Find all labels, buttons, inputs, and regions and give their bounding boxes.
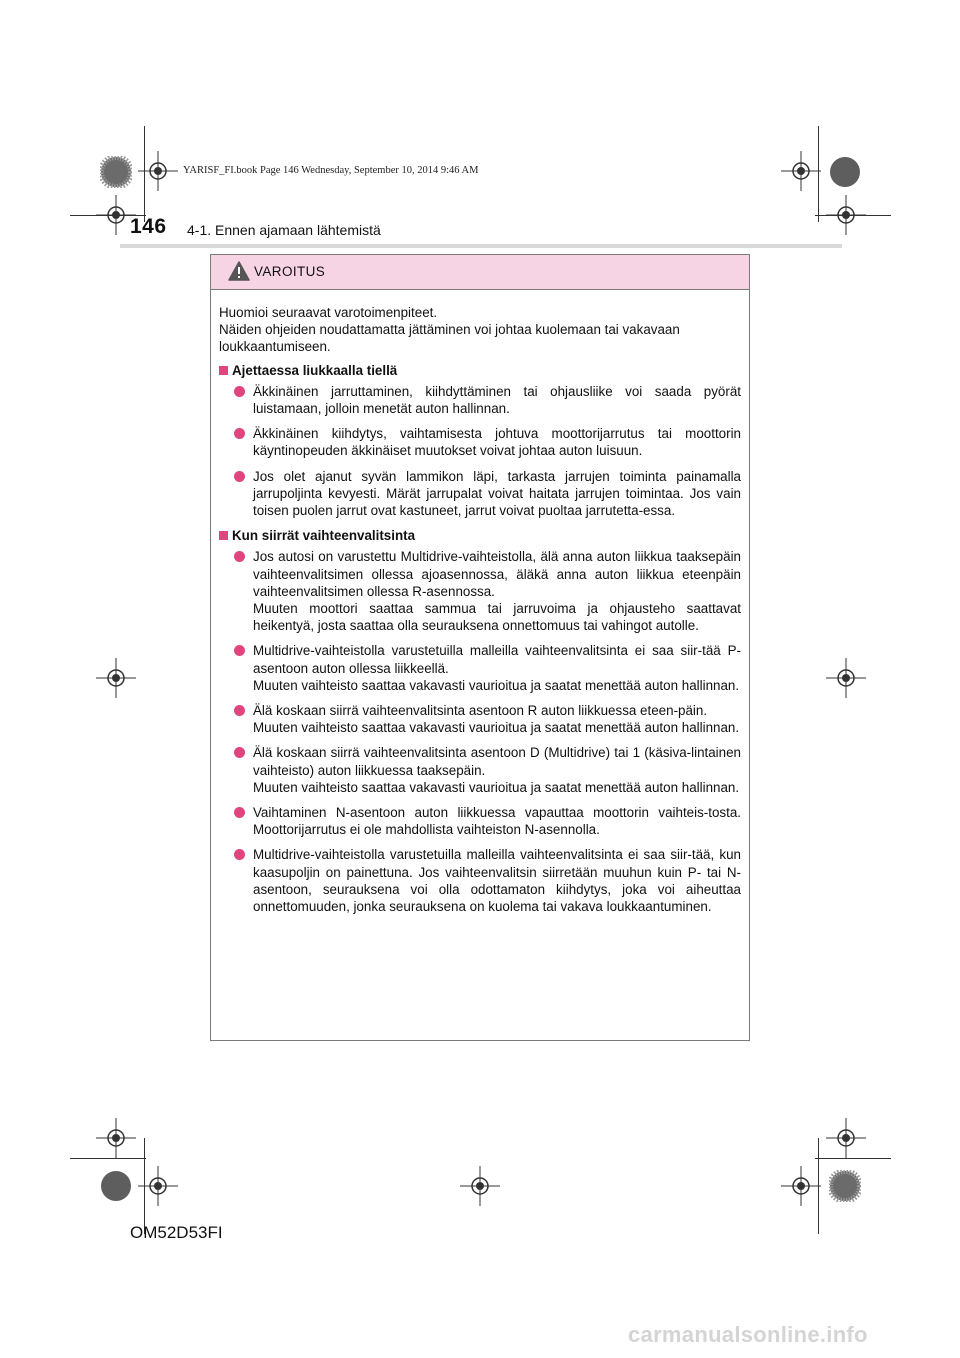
registration-mark-icon (781, 1166, 821, 1206)
section-title: 4-1. Ennen ajamaan lähtemistä (187, 222, 381, 238)
starburst-target-icon (829, 1170, 861, 1202)
circle-bullet-icon (234, 807, 245, 818)
warning-body (211, 290, 749, 915)
item-text: Älä koskaan siirrä vaihteenvalitsinta asentoon R auton liikkuessa eteen-päin. (253, 703, 708, 719)
item-note: Muuten vaihteisto saattaa vakavasti vaurioitua ja saatat menettää auton hallinnan. (253, 779, 740, 795)
item-text: Multidrive-vaihteistolla varustetuilla malleilla vaihteenvalitsinta ei saa siir-tää P-asentoon auton ollessa liikkeellä. (253, 643, 741, 676)
registration-mark-icon (460, 1166, 500, 1206)
registration-mark-icon (138, 151, 178, 191)
registration-mark-icon (96, 658, 136, 698)
section-heading (219, 527, 741, 544)
starburst-target-icon (100, 156, 132, 188)
list-item (229, 468, 741, 520)
list-item (229, 744, 741, 796)
warning-triangle-icon (228, 261, 250, 281)
watermark: carmanualsonline.info (628, 1322, 868, 1347)
warning-title: VAROITUS (254, 264, 326, 279)
registration-mark-icon (826, 195, 866, 235)
circle-bullet-icon (234, 428, 245, 439)
square-bullet-icon (219, 531, 228, 540)
registration-mark-icon (138, 1166, 178, 1206)
warning-box (210, 254, 750, 1041)
circle-bullet-icon (234, 705, 245, 716)
list-item (229, 804, 741, 838)
section-heading-text: Kun siirrät vaihteenvalitsinta (232, 528, 416, 544)
circle-bullet-icon (234, 386, 245, 397)
circle-bullet-icon (234, 645, 245, 656)
item-text: Jos olet ajanut syvän lammikon läpi, tarkasta jarrujen toiminta painamalla jarrupoljinta kevyesti. Märät jarrupalat voivat haitata jarrujen toimintaa. Jos vain toisen puolen jarrut ovat kastuneet, jarrut voivat puoltaa jarrutetta-essa. (253, 468, 741, 519)
list-item (229, 702, 741, 736)
starburst-target-icon (100, 1170, 132, 1202)
starburst-target-icon (829, 156, 861, 188)
registration-mark-icon (96, 1118, 136, 1158)
item-note: Muuten moottori saattaa sammua tai jarruvoima ja ohjausteho saattavat heikentyä, josta saattaa olla seurauksena onnettomuus tai vahingot autolle. (253, 601, 741, 634)
item-text: Jos autosi on varustettu Multidrive-vaihteistolla, älä anna auton liikkua taaksepäin vaihteenvalitsimen ollessa ajoasennossa, äläkä anna auton liikkua eteenpäin vaihteenvalitsimen ollessa R-asennossa. (253, 549, 741, 599)
section-heading (219, 362, 741, 379)
circle-bullet-icon (234, 471, 245, 482)
circle-bullet-icon (234, 551, 245, 562)
item-text: Äkkinäinen jarruttaminen, kiihdyttäminen tai ohjausliike voi saada pyörät luistamaan, jolloin menetät auton hallinnan. (253, 383, 741, 417)
list-item (229, 642, 741, 694)
item-note: Muuten vaihteisto saattaa vakavasti vaurioitua ja saatat menettää auton hallinnan. (253, 677, 740, 693)
page-number: 146 (130, 215, 167, 238)
print-header: YARISF_FI.book Page 146 Wednesday, September 10, 2014 9:46 AM (183, 165, 479, 176)
list-item (229, 548, 741, 634)
crop-line (70, 1158, 146, 1159)
item-text: Vaihtaminen N-asentoon auton liikkuessa vapauttaa moottorin vaihteis-tosta. Moottorijarrutus ei ole mahdollista vaihteiston N-asennolla. (253, 805, 741, 838)
warning-intro: Huomioi seuraavat varotoimenpiteet. Näiden ohjeiden noudattamatta jättäminen voi johtaa kuolemaan tai vakavaan loukkaantumiseen. (219, 305, 680, 355)
item-text: Äkkinäinen kiihdytys, vaihtamisesta johtuva moottorijarrutus tai moottorin käyntinopeuden äkkinäiset muutokset voivat johtaa auton luisuun. (253, 426, 741, 459)
item-note: Muuten vaihteisto saattaa vakavasti vaurioitua ja saatat menettää auton hallinnan. (253, 720, 740, 736)
registration-mark-icon (826, 1118, 866, 1158)
circle-bullet-icon (234, 747, 245, 758)
square-bullet-icon (219, 366, 228, 375)
header-rule (120, 244, 842, 248)
warning-header (211, 255, 749, 290)
item-text: Multidrive-vaihteistolla varustetuilla malleilla vaihteenvalitsinta ei saa siir-tää, kun kaasupoljin on painettuna. Jos vaihteenvalitsin siirretään muuhun kuin P- tai N-asentoon, seurauksena voi olla odottamaton kiihdytys, joka voi aiheuttaa onnettomuuden, jonka seurauksena on kuolema tai vakava loukkaantuminen. (253, 847, 741, 915)
registration-mark-icon (781, 151, 821, 191)
crop-line (815, 1158, 891, 1159)
list-item (229, 425, 741, 459)
list-item (229, 846, 741, 915)
item-text: Älä koskaan siirrä vaihteenvalitsinta asentoon D (Multidrive) tai 1 (käsiva-lintainen vaihteisto) auton liikkuessa taaksepäin. (253, 745, 741, 778)
registration-mark-icon (826, 658, 866, 698)
list-item (229, 383, 741, 417)
section-heading-text: Ajettaessa liukkaalla tiellä (232, 362, 398, 378)
document-code: OM52D53FI (130, 1223, 223, 1242)
circle-bullet-icon (234, 849, 245, 860)
